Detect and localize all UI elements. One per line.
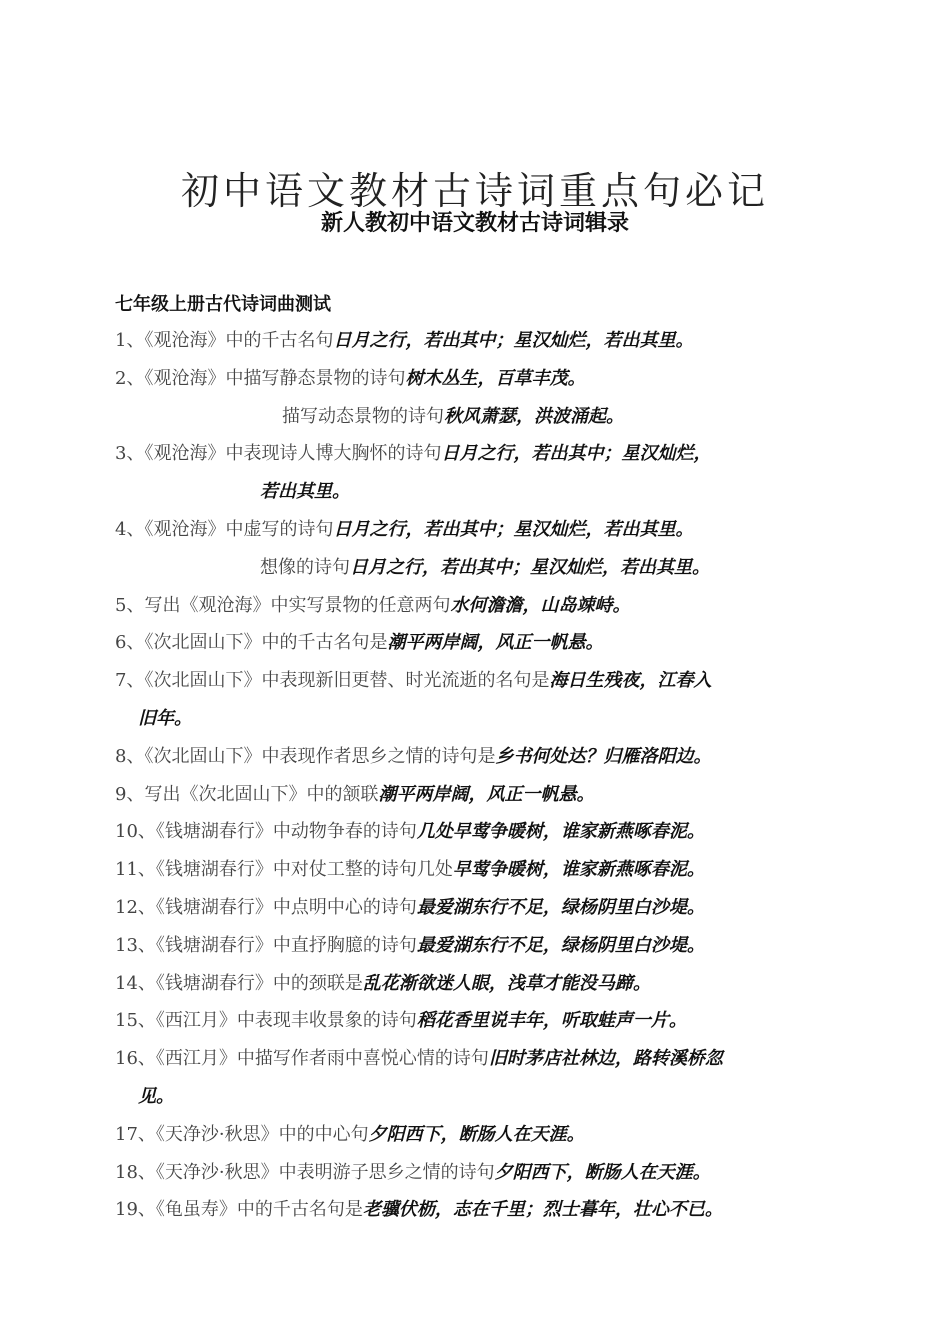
question-line bbox=[0, 1078, 950, 1116]
question-prompt: 4、《观沧海》中虚写的诗句 bbox=[115, 518, 334, 540]
question-prompt: 5、写出《观沧海》中实写景物的任意两句 bbox=[115, 594, 451, 616]
answer-text: 夕阳西下，断肠人在天涯。 bbox=[494, 1161, 711, 1183]
question-line bbox=[0, 1154, 950, 1192]
section-heading: 七年级上册古代诗词曲测试 bbox=[115, 294, 331, 315]
answer-text: 最爱湖东行不足，绿杨阴里白沙堤。 bbox=[416, 896, 705, 918]
question-line bbox=[0, 851, 950, 889]
question-line bbox=[0, 927, 950, 965]
answer-text: 乡书何处达？归雁洛阳边。 bbox=[495, 745, 712, 767]
question-line bbox=[0, 624, 950, 662]
question-prompt: 2、《观沧海》中描写静态景物的诗句 bbox=[115, 367, 406, 389]
question-prompt: 8、《次北固山下》中表现作者思乡之情的诗句是 bbox=[115, 745, 496, 767]
question-prompt: 9、写出《次北固山下》中的颔联 bbox=[115, 783, 379, 805]
question-prompt: 15、《西江月》中表现丰收景象的诗句 bbox=[115, 1010, 417, 1032]
question-line bbox=[0, 889, 950, 927]
answer-text: 日月之行，若出其中；星汉灿烂，若出其里。 bbox=[333, 330, 694, 351]
question-line bbox=[0, 473, 950, 511]
question-line bbox=[0, 1040, 950, 1078]
answer-text: 若出其里。 bbox=[260, 481, 350, 503]
question-prompt: 18、《天净沙·秋思》中表明游子思乡之情的诗句 bbox=[115, 1161, 495, 1183]
answer-text: 树木丛生，百草丰茂。 bbox=[405, 367, 586, 389]
page-subtitle: 新人教初中语文教材古诗词辑录 bbox=[320, 211, 629, 236]
question-line bbox=[0, 813, 950, 851]
answer-text: 旧时茅店社林边，路转溪桥忽 bbox=[488, 1048, 723, 1070]
question-line bbox=[0, 1116, 950, 1154]
question-prompt: 3、《观沧海》中表现诗人博大胸怀的诗句 bbox=[115, 443, 442, 465]
question-line bbox=[0, 435, 950, 473]
question-prompt: 12、《钱塘湖春行》中点明中心的诗句 bbox=[115, 896, 417, 918]
answer-text: 旧年。 bbox=[138, 707, 192, 729]
answer-text: 几处早莺争暖树，谁家新燕啄春泥。 bbox=[416, 821, 705, 843]
answer-text: 夕阳西下，断肠人在天涯。 bbox=[368, 1123, 585, 1145]
question-line bbox=[0, 1002, 950, 1040]
answer-text: 早莺争暖树，谁家新燕啄春泥。 bbox=[452, 859, 705, 881]
question-list bbox=[0, 322, 950, 1229]
question-prompt: 6、《次北固山下》中的千古名句是 bbox=[115, 632, 388, 654]
question-line bbox=[0, 322, 950, 360]
question-line bbox=[0, 587, 950, 625]
question-prompt: 11、《钱塘湖春行》中对仗工整的诗句几处 bbox=[115, 859, 453, 881]
answer-text: 见。 bbox=[138, 1085, 174, 1107]
page-title: 初中语文教材古诗词重点句必记 bbox=[180, 169, 769, 213]
answer-text: 潮平两岸阔，风正一帆悬。 bbox=[387, 632, 604, 654]
question-prompt: 16、《西江月》中描写作者雨中喜悦心情的诗句 bbox=[115, 1048, 489, 1070]
question-prompt: 14、《钱塘湖春行》中的颈联是 bbox=[115, 972, 363, 994]
question-line bbox=[0, 511, 950, 549]
question-prompt: 19、《龟虽寿》中的千古名句是 bbox=[115, 1199, 363, 1221]
question-line bbox=[0, 965, 950, 1003]
question-line bbox=[0, 549, 950, 587]
answer-text: 秋风萧瑟，洪波涌起。 bbox=[444, 405, 624, 427]
answer-text: 潮平两岸阔，风正一帆悬。 bbox=[378, 783, 595, 805]
question-prompt: 7、《次北固山下》中表现新旧更替、时光流逝的名句是 bbox=[115, 670, 550, 692]
answer-text: 日月之行，若出其中；星汉灿烂， bbox=[441, 443, 712, 465]
question-prompt: 想像的诗句 bbox=[260, 556, 350, 578]
answer-text: 海日生残夜，江春入 bbox=[549, 670, 712, 692]
question-prompt: 13、《钱塘湖春行》中直抒胸臆的诗句 bbox=[115, 934, 417, 956]
answer-text: 稻花香里说丰年，听取蛙声一片。 bbox=[416, 1010, 687, 1032]
question-line bbox=[0, 662, 950, 700]
answer-text: 水何澹澹，山岛竦峙。 bbox=[450, 594, 631, 616]
answer-text: 老骥伏枥，志在千里；烈士暮年，壮心不已。 bbox=[362, 1199, 723, 1221]
question-prompt: 描写动态景物的诗句 bbox=[282, 405, 444, 427]
question-line bbox=[0, 1191, 950, 1229]
question-line bbox=[0, 738, 950, 776]
answer-text: 日月之行，若出其中；星汉灿烂，若出其里。 bbox=[350, 556, 710, 578]
question-prompt: 10、《钱塘湖春行》中动物争春的诗句 bbox=[115, 821, 417, 843]
question-line bbox=[0, 776, 950, 814]
answer-text: 最爱湖东行不足，绿杨阴里白沙堤。 bbox=[416, 934, 705, 956]
question-line bbox=[0, 360, 950, 398]
question-prompt: 17、《天净沙·秋思》中的中心句 bbox=[115, 1123, 369, 1145]
answer-text: 乱花渐欲迷人眼，浅草才能没马蹄。 bbox=[362, 972, 651, 994]
answer-text: 日月之行，若出其中；星汉灿烂，若出其里。 bbox=[333, 518, 694, 540]
question-line bbox=[0, 398, 950, 436]
question-prompt: 1、《观沧海》中的千古名句 bbox=[115, 330, 334, 351]
question-line bbox=[0, 700, 950, 738]
